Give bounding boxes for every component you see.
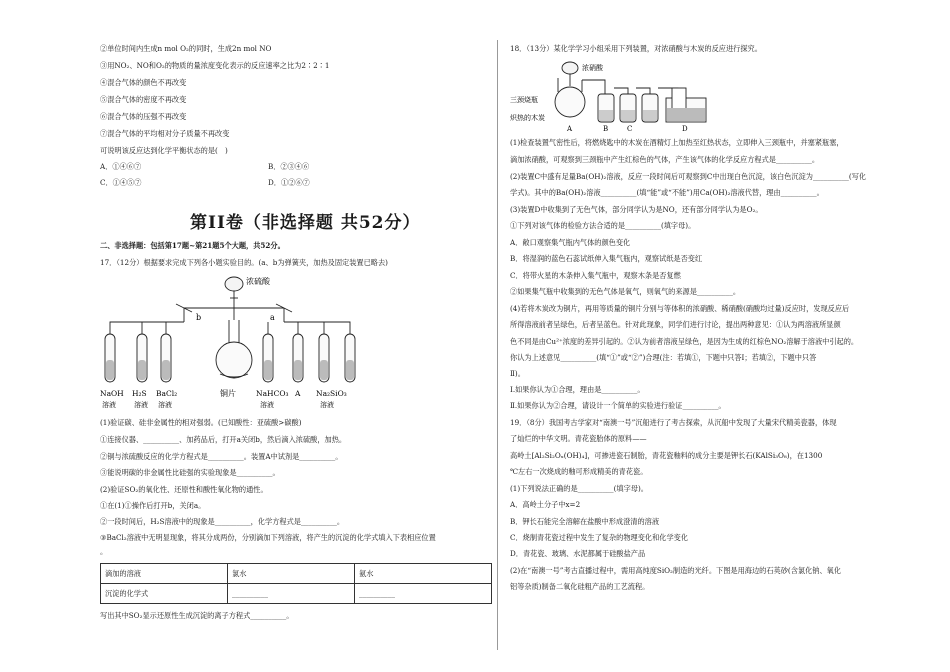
- option-line: ②单位时间内生成n mol O₂的同时，生成2n mol NO: [100, 44, 272, 53]
- q18-line: ②如果集气瓶中收集到的无色气体是氧气，则氧气的来源是__________。: [510, 287, 741, 296]
- clamp-a-label: a: [270, 313, 275, 322]
- q18-line: Ⅱ.如果你认为②合理，请设计一个简单的实验进行验证__________。: [510, 401, 726, 410]
- table-cell[interactable]: __________: [228, 584, 355, 604]
- tube-label: NaHCO₃: [256, 389, 289, 398]
- q19-line: ℃左右一次烧成的釉可形成精美的青花瓷。: [510, 467, 648, 476]
- tube-sublabel: 溶液: [320, 401, 334, 409]
- tube-sublabel: 溶液: [134, 401, 148, 409]
- apparatus-letter: D: [682, 125, 688, 133]
- q17-heading: 17．（12分）根据要求完成下列各小题实验目的。(a、b为弹簧夹，加热及固定装置已略去): [100, 258, 388, 267]
- choice-b: B．②③④⑥: [268, 162, 310, 171]
- flask-label: 铜片: [220, 389, 236, 398]
- q17-line: ③能说明碳的非金属性比硅强的实验现象是__________。: [100, 468, 280, 477]
- choice-a: A．①④⑥⑦: [100, 162, 142, 171]
- option-line: ③用NO₂、NO和O₂的物质的量浓度变化表示的反应速率之比为2∶2∶1: [100, 61, 330, 70]
- q17-line: 。: [100, 547, 108, 556]
- q17-line: ③BaCl₂溶液中无明显现象，将其分成两份，分别滴加下列溶液，将产生的沉淀的化学式填入下表相应位置: [100, 533, 436, 542]
- choice-c: C．①④⑤⑦: [100, 178, 142, 187]
- q18-line: 滴加浓硝酸，可观察到三颈瓶中产生红棕色的气体，产生该气体的化学反应方程式是__________。: [510, 155, 820, 164]
- q18-line: 你认为上述意见__________(填“①”或“②”)合理(注：若填①，下题中只答Ⅰ；若填②，下题中只答: [510, 353, 817, 362]
- option-line: ⑤混合气体的密度不再改变: [100, 95, 187, 104]
- section-subtitle: 二、非选择题：包括第17题~第21题5个大题，共52分。: [100, 241, 285, 250]
- tube-sublabel: 溶液: [158, 401, 172, 409]
- tube-label: BaCl₂: [156, 389, 178, 398]
- tube-sublabel: 溶液: [260, 401, 274, 409]
- apparatus-letter: C: [627, 125, 633, 133]
- q18-heading: 18．（13分）某化学学习小组采用下列装置，对浓硝酸与木炭的反应进行探究。: [510, 44, 762, 53]
- charcoal-label: 炽热的木炭: [510, 114, 545, 122]
- q18-line: 学式)。其中的Ba(OH)₂溶液__________(填“能”或“不能”)用Ca(OH)₂溶液代替，理由__________。: [510, 188, 824, 197]
- q17-tail: 写出其中SO₂显示还原性生成沉淀的离子方程式__________。: [100, 611, 294, 620]
- q18-line: (4)若将木炭改为铜片，再用等质量的铜片分别与等体积的浓硝酸、稀硝酸(硝酸均过量)反应时，发现反应后: [510, 304, 850, 313]
- apparatus-letter: B: [603, 125, 609, 133]
- section-title: 第II卷（非选择题 共52分）: [190, 213, 421, 233]
- table-row: [101, 564, 492, 584]
- q19-line: 铝等杂质)制备二氧化硅粗产品的工艺流程。: [510, 582, 650, 591]
- q17-apparatus-diagram: [100, 272, 360, 412]
- acid-label: 浓硫酸: [246, 277, 270, 286]
- tube-sublabel: 溶液: [102, 401, 116, 409]
- tube-label: Na₂SiO₃: [316, 389, 347, 398]
- q18-line: A．敞口观察集气瓶内气体的颜色变化: [510, 238, 631, 247]
- q18-line: Ⅱ)。: [510, 369, 525, 378]
- option-line: ⑥混合气体的压强不再改变: [100, 112, 187, 121]
- q17-line: ②铜与浓硫酸反应的化学方程式是__________。装置A中试剂是__________。: [100, 452, 343, 461]
- apparatus-letter: A: [567, 125, 573, 133]
- q19-line: 19．（8分）我国考古学家对“南澳一号”沉船进行了考古探索，从沉船中发现了大量宋代精美瓷器，体现: [510, 418, 837, 427]
- q18-line: 色不同是由Cu²⁺浓度的差异引起的。②认为前者溶液呈绿色，是因为生成的红棕色NO₂溶解于溶液中引起的。: [510, 337, 859, 346]
- acid-label: 浓硝酸: [582, 64, 603, 72]
- q19-line: (2)在“南澳一号”考古直播过程中，需用高纯度SiO₂制造的光纤。下图是用海边的石英砂(含氯化钠、氧化: [510, 566, 842, 575]
- q18-line: B．将湿润的蓝色石蕊试纸伸入集气瓶内，观察试纸是否变红: [510, 254, 703, 263]
- table-cell: 氯水: [228, 564, 355, 584]
- q17-line: (2)验证SO₂的氧化性、还原性和酸性氧化物的通性。: [100, 485, 268, 494]
- q19-line: 了灿烂的中华文明。青花瓷胎体的原料——: [510, 434, 647, 443]
- tube-label: H₂S: [132, 389, 147, 398]
- q18-line: (3)装置D中收集到了无色气体，部分同学认为是NO，还有部分同学认为是O₂。: [510, 205, 763, 214]
- q19-line: (1)下列说法正确的是__________(填字母)。: [510, 484, 648, 493]
- flask-label: 三颈烧瓶: [510, 96, 538, 104]
- choice-d: D．①②⑥⑦: [268, 178, 310, 187]
- precipitate-table: [100, 563, 492, 604]
- q17-line: ②一段时间后，H₂S溶液中的现象是__________，化学方程式是__________。: [100, 517, 345, 526]
- option-line: ⑦混合气体的平均相对分子质量不再改变: [100, 129, 230, 138]
- q18-line: Ⅰ.如果你认为①合理，理由是__________。: [510, 385, 645, 394]
- q18-line: (2)装置C中盛有足量Ba(OH)₂溶液，反应一段时间后可观察到C中出现白色沉淀，该白色沉淀为__________(写化: [510, 172, 867, 181]
- table-cell: 沉淀的化学式: [101, 584, 228, 604]
- q18-line: ①下列对该气体的检验方法合适的是__________(填字母)。: [510, 221, 696, 230]
- q18-line: C．将带火星的木条伸入集气瓶中，观察木条是否复燃: [510, 271, 681, 280]
- q19-line: A．高岭土分子中x=2: [510, 500, 581, 509]
- q19-line: D．青花瓷、玻璃、水泥都属于硅酸盐产品: [510, 549, 646, 558]
- question-prompt: 可说明该反应达到化学平衡状态的是( ): [100, 146, 228, 155]
- tube-label: A: [295, 389, 301, 398]
- table-row: [101, 584, 492, 604]
- table-cell: 氨水: [355, 564, 492, 584]
- q17-line: ①在(1)①操作后打开b，关闭a。: [100, 501, 206, 510]
- q17-line: (1)验证碳、硅非金属性的相对强弱。(已知酸性：亚硫酸>碳酸): [100, 418, 302, 427]
- q18-line: (1)检查装置气密性后，将燃烧匙中的木炭在酒精灯上加热至红热状态，立即伸入三颈瓶中，并塞紧瓶塞，: [510, 138, 844, 147]
- table-cell[interactable]: __________: [355, 584, 492, 604]
- column-divider: [497, 40, 498, 650]
- table-cell: 滴加的溶液: [101, 564, 228, 584]
- q19-line: C．烧制青花瓷过程中发生了复杂的物理变化和化学变化: [510, 533, 689, 542]
- tube-label: NaOH: [100, 389, 124, 398]
- q19-line: B．钾长石能完全溶解在盐酸中形成澄清的溶液: [510, 517, 660, 526]
- option-line: ④混合气体的颜色不再改变: [100, 78, 187, 87]
- q19-line: 高岭土[Al₂Si₂Oₓ(OH)₄]，可掺进瓷石制胎，青花瓷釉料的成分主要是钾长石(KAlSi₃O₈)，在1300: [510, 451, 823, 460]
- q18-apparatus-diagram: [510, 58, 710, 134]
- q17-line: ①连接仪器、__________、加药品后，打开a关闭b，然后滴入浓硫酸，加热。: [100, 435, 347, 444]
- q18-line: 所得溶液前者呈绿色，后者呈蓝色。针对此现象，同学们进行讨论，提出两种意见：①认为两溶液所显颜: [510, 320, 841, 329]
- clamp-b-label: b: [196, 313, 202, 322]
